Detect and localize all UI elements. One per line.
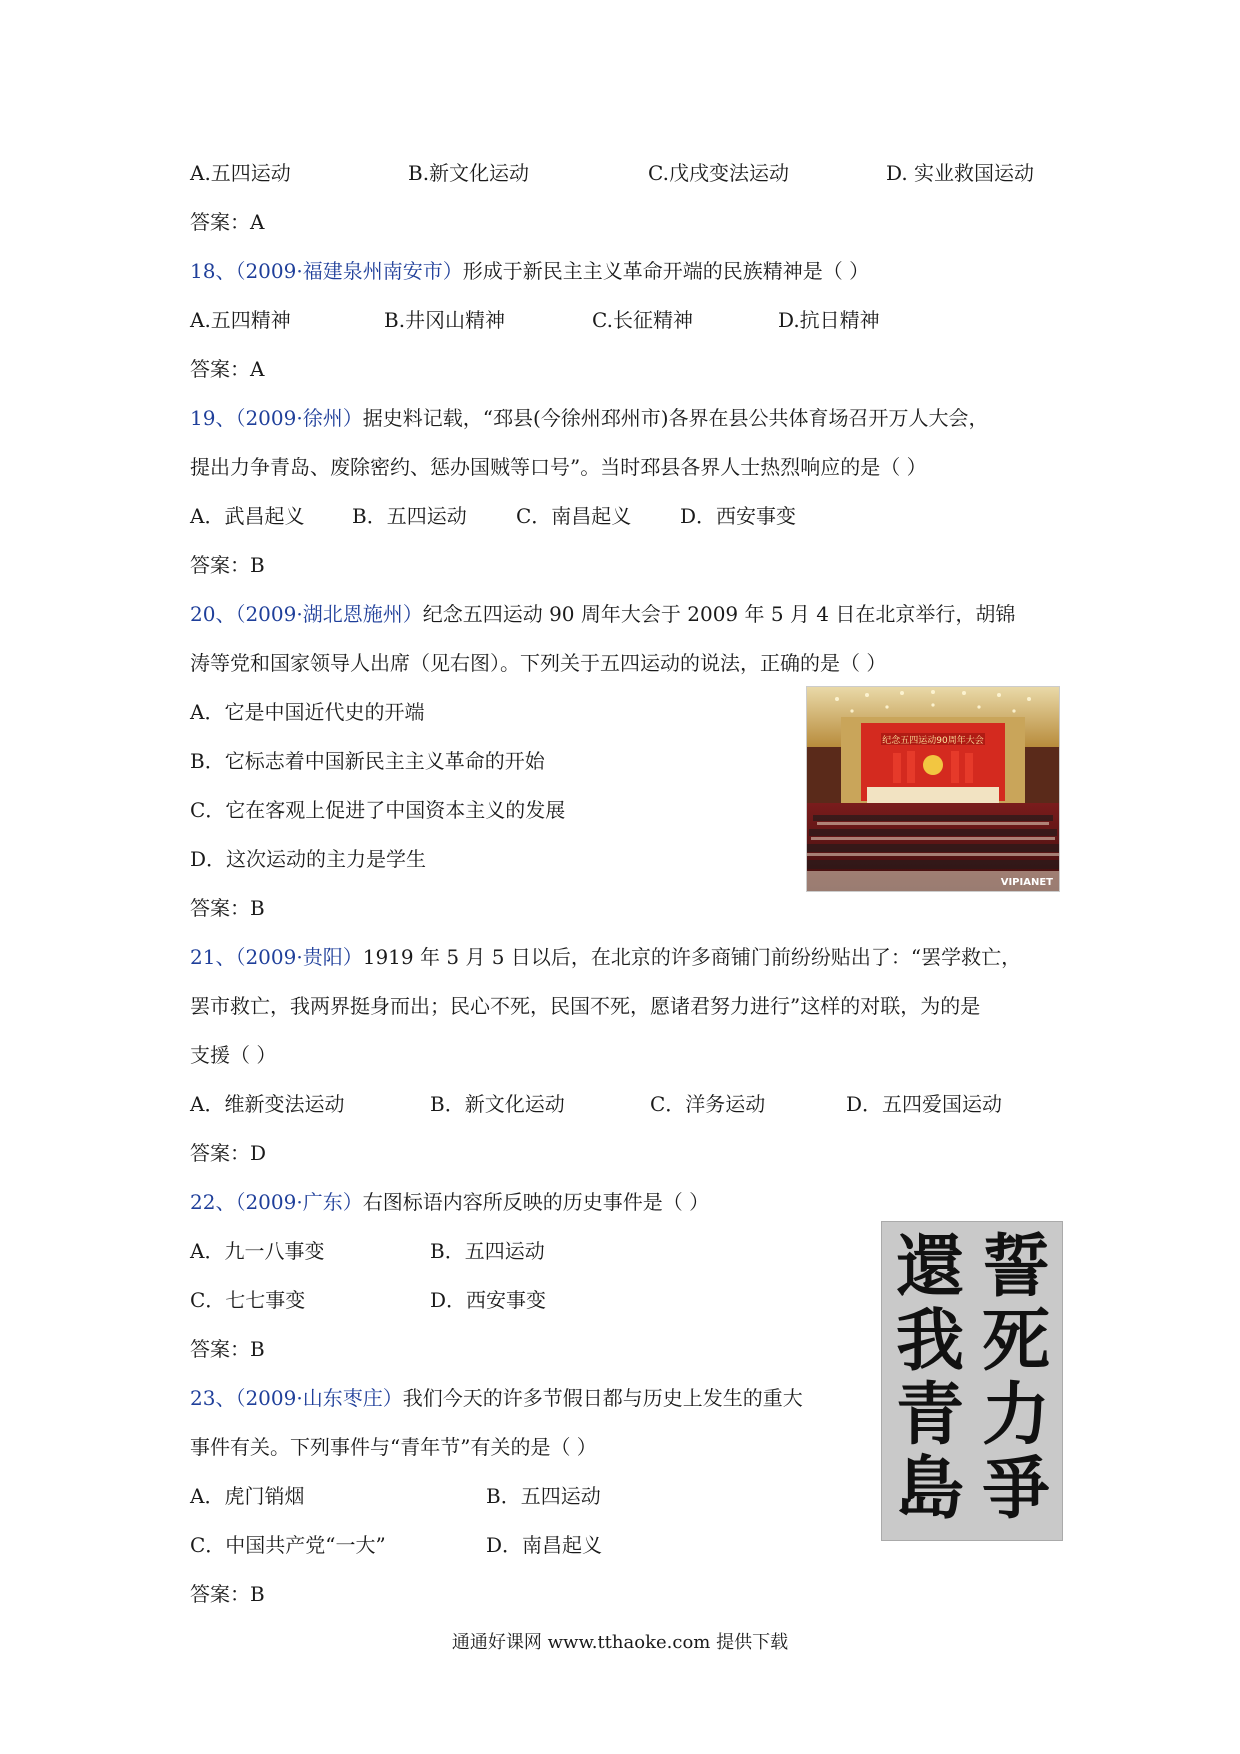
q21-option-d: D．五四爱国运动 [846,1092,1003,1116]
q18-answer: 答案：A [190,357,265,381]
calligraphy-left-column [888,1227,972,1529]
q21-source: （2009·贵阳） [235,945,363,969]
calligraphy-char: 死 [981,1301,1050,1381]
q17-option-d: D. 实业救国运动 [886,161,1035,185]
q20-text-1: 纪念五四运动 90 周年大会于 2009 年 5 月 4 日在北京举行，胡锦 [422,602,1016,626]
photo-watermark: VIPIANET [1000,877,1053,888]
q21-number: 21、 [190,945,236,969]
q19-number: 19、 [190,406,236,430]
q23-question-line1 [190,1385,803,1411]
q20-source: （2009·湖北恩施州） [235,602,423,626]
q19-option-a: A．武昌起义 [190,504,305,528]
q17-option-a: A.五四运动 [190,161,291,185]
calligraphy-char: 爭 [981,1449,1050,1529]
calligraphy-slogan [881,1221,1063,1541]
q19-option-c: C．南昌起义 [516,504,632,528]
q17-option-b: B.新文化运动 [408,161,530,185]
q22-number: 22、 [190,1190,236,1214]
q21-question-line2: 罢市救亡，我两界挺身而出；民心不死，民国不死，愿诸君努力进行”这样的对联，为的是 [190,994,981,1018]
q18-number: 18、 [190,259,236,283]
q19-source: （2009·徐州） [235,406,363,430]
q18-source: （2009·福建泉州南安市） [235,259,463,283]
assembly-photo [806,686,1060,892]
q18-option-d: D.抗日精神 [778,308,880,332]
q18-option-a: A.五四精神 [190,308,291,332]
q23-option-d: D．南昌起义 [486,1533,603,1557]
q23-source: （2009·山东枣庄） [235,1386,403,1410]
calligraphy-char: 還 [895,1227,964,1307]
q18-question [190,258,869,284]
q22-source: （2009·广东） [235,1190,363,1214]
q23-number: 23、 [190,1386,236,1410]
assembly-banner-text: 纪念五四运动90周年大会 [882,736,984,746]
calligraphy-char: 青 [895,1375,964,1455]
q21-question-line1 [190,944,1021,970]
q18-option-c: C.长征精神 [592,308,693,332]
q20-question-line2: 涛等党和国家领导人出席（见右图）。下列关于五四运动的说法，正确的是（ ） [190,651,887,675]
calligraphy-right-column [974,1227,1058,1529]
q19-option-b: B．五四运动 [352,504,467,528]
q23-question-line2: 事件有关。下列事件与“青年节”有关的是（ ） [190,1435,597,1459]
q22-option-c: C．七七事变 [190,1288,306,1312]
q22-option-b: B．五四运动 [430,1239,545,1263]
q19-question-line2: 提出力争青岛、废除密约、惩办国贼等口号”。当时邳县各界人士热烈响应的是（ ） [190,455,927,479]
q21-answer: 答案：D [190,1141,267,1165]
q19-text-1: 据史料记载，“邳县(今徐州邳州市)各界在县公共体育场召开万人大会， [362,406,989,430]
q21-option-a: A．维新变法运动 [190,1092,345,1116]
q21-option-c: C．洋务运动 [650,1092,766,1116]
q19-answer: 答案：B [190,553,265,577]
calligraphy-char: 島 [895,1449,964,1529]
q20-option-d: D．这次运动的主力是学生 [190,847,427,871]
q20-number: 20、 [190,602,236,626]
q22-option-d: D．西安事变 [430,1288,547,1312]
q17-option-c: C.戊戌变法运动 [648,161,789,185]
q23-option-b: B．五四运动 [486,1484,601,1508]
q20-option-b: B．它标志着中国新民主主义革命的开始 [190,749,545,773]
q18-text: 形成于新民主主义革命开端的民族精神是（ ） [462,259,870,283]
q22-answer: 答案：B [190,1337,265,1361]
q23-answer: 答案：B [190,1582,265,1606]
q20-answer: 答案：B [190,896,265,920]
q22-text: 右图标语内容所反映的历史事件是（ ） [362,1190,710,1214]
q19-option-d: D．西安事变 [680,504,797,528]
page-footer: 通通好课网 www.tthaoke.com 提供下载 [451,1632,789,1653]
q18-option-b: B.井冈山精神 [384,308,506,332]
q21-option-b: B．新文化运动 [430,1092,565,1116]
q19-question-line1 [190,405,989,431]
q22-option-a: A．九一八事变 [190,1239,325,1263]
q22-question [190,1189,709,1215]
calligraphy-char: 誓 [981,1227,1050,1307]
q20-question-line1 [190,601,1015,627]
q21-question-line3: 支援（ ） [190,1043,277,1067]
q23-text-1: 我们今天的许多节假日都与历史上发生的重大 [402,1386,803,1410]
q23-option-a: A．虎门销烟 [190,1484,305,1508]
assembly-photo-graphic [807,687,1059,891]
q23-option-c: C．中国共产党“一大” [190,1533,386,1557]
q17-answer: 答案：A [190,210,265,234]
q21-text-1: 1919 年 5 月 5 日以后，在北京的许多商铺门前纷纷贴出了：“罢学救亡， [362,945,1022,969]
q20-option-c: C．它在客观上促进了中国资本主义的发展 [190,798,566,822]
calligraphy-char: 力 [981,1375,1050,1455]
calligraphy-char: 我 [895,1301,964,1381]
q20-option-a: A．它是中国近代史的开端 [190,700,425,724]
